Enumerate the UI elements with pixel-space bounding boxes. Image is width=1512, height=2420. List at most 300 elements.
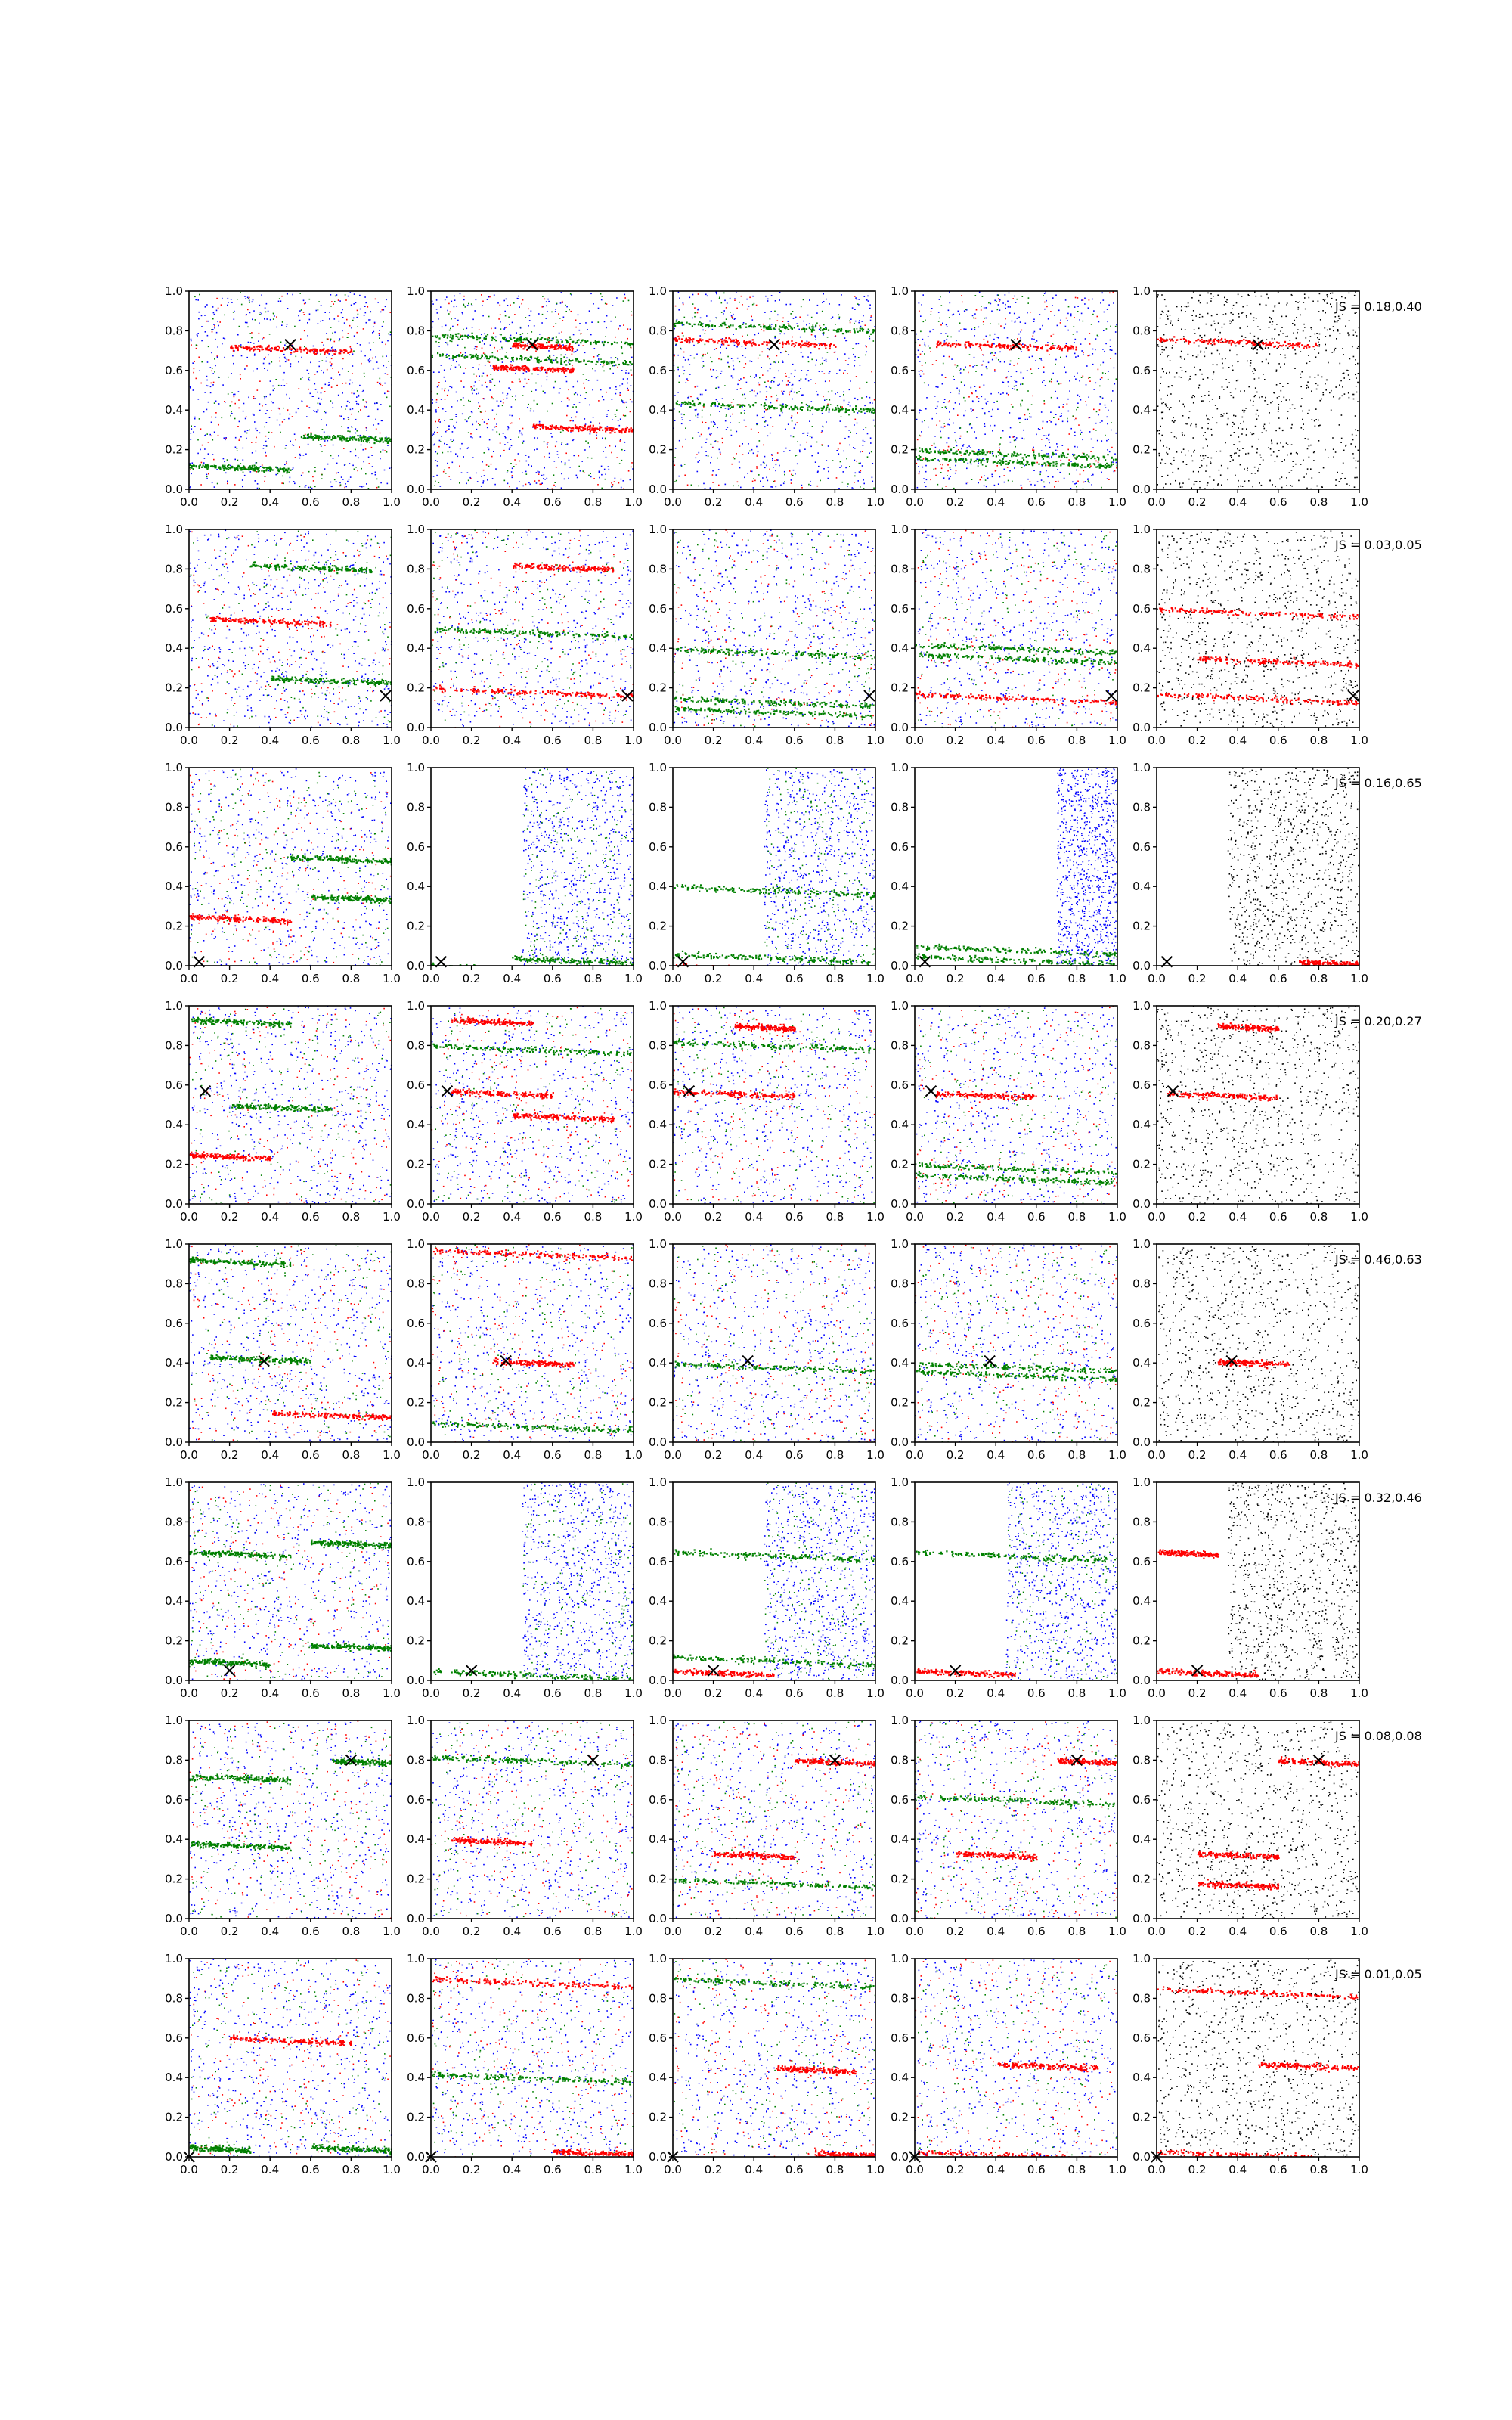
scatter-point bbox=[722, 398, 723, 399]
scatter-point bbox=[601, 488, 603, 489]
scatter-point bbox=[234, 318, 235, 320]
scatter-point bbox=[217, 346, 218, 348]
streak-point bbox=[564, 361, 565, 363]
scatter-point bbox=[234, 396, 235, 398]
scatter-point bbox=[479, 376, 480, 377]
scatter-point bbox=[1077, 311, 1079, 312]
streak-point bbox=[755, 402, 757, 403]
scatter-point bbox=[531, 358, 532, 360]
scatter-point bbox=[478, 368, 479, 370]
scatter-point bbox=[809, 323, 810, 324]
scatter-point bbox=[380, 451, 382, 453]
scatter-point bbox=[859, 463, 860, 464]
scatter-point bbox=[452, 326, 454, 327]
streak-point bbox=[751, 345, 753, 346]
scatter-point bbox=[206, 376, 208, 377]
streak-point bbox=[738, 326, 739, 327]
scatter-point bbox=[752, 296, 754, 297]
scatter-point bbox=[462, 313, 463, 315]
scatter-point bbox=[526, 473, 528, 475]
scatter-point bbox=[716, 474, 717, 476]
streak-point bbox=[840, 330, 841, 332]
streak-point bbox=[265, 467, 266, 468]
scatter-point bbox=[837, 358, 838, 360]
scatter-point bbox=[605, 447, 606, 448]
scatter-point bbox=[932, 364, 934, 365]
scatter-point bbox=[263, 448, 265, 449]
scatter-point bbox=[597, 355, 599, 357]
scatter-point bbox=[794, 376, 795, 377]
scatter-point bbox=[826, 421, 827, 423]
scatter-point bbox=[208, 473, 209, 475]
scatter-point bbox=[810, 352, 812, 354]
streak-point bbox=[593, 425, 594, 427]
streak-point bbox=[838, 408, 839, 409]
streak-point bbox=[523, 369, 525, 371]
scatter-point bbox=[817, 452, 819, 454]
scatter-point bbox=[321, 392, 322, 394]
scatter-point bbox=[438, 385, 439, 386]
scatter-point bbox=[388, 361, 389, 362]
streak-point bbox=[510, 364, 511, 365]
scatter-point bbox=[579, 330, 581, 331]
scatter-point bbox=[597, 380, 599, 381]
scatter-point bbox=[361, 486, 363, 488]
scatter-point bbox=[1077, 372, 1078, 374]
scatter-point bbox=[568, 389, 569, 391]
streak-point bbox=[820, 327, 821, 329]
streak-point bbox=[357, 435, 358, 436]
scatter-point bbox=[789, 450, 791, 451]
scatter-point bbox=[600, 364, 602, 365]
scatter-point bbox=[727, 362, 729, 364]
streak-point bbox=[550, 425, 551, 427]
scatter-point bbox=[624, 450, 626, 451]
scatter-point bbox=[339, 415, 340, 417]
streak-point bbox=[739, 325, 741, 327]
streak-point bbox=[572, 348, 573, 349]
streak-point bbox=[754, 326, 756, 327]
streak-point bbox=[612, 429, 614, 430]
scatter-point bbox=[789, 394, 790, 396]
scatter-point bbox=[1067, 399, 1069, 400]
scatter-point bbox=[772, 486, 773, 488]
scatter-point bbox=[350, 451, 352, 453]
scatter-point bbox=[1008, 371, 1009, 372]
streak-point bbox=[869, 411, 870, 412]
scatter-point bbox=[371, 447, 373, 448]
scatter-point bbox=[221, 304, 222, 306]
scatter-point bbox=[815, 461, 816, 463]
scatter-point bbox=[387, 445, 389, 446]
streak-point bbox=[538, 359, 540, 361]
scatter-point bbox=[352, 353, 354, 355]
streak-point bbox=[206, 468, 208, 470]
streak-point bbox=[679, 321, 680, 322]
scatter-point bbox=[329, 384, 330, 386]
streak-point bbox=[569, 360, 571, 361]
scatter-point bbox=[451, 406, 453, 408]
scatter-point bbox=[761, 367, 762, 368]
scatter-point bbox=[620, 439, 621, 441]
scatter-point bbox=[824, 399, 826, 401]
scatter-point bbox=[497, 431, 498, 433]
scatter-point bbox=[559, 333, 560, 334]
scatter-point bbox=[575, 320, 577, 321]
scatter-point bbox=[802, 356, 804, 358]
scatter-point bbox=[999, 301, 1000, 302]
scatter-point bbox=[710, 462, 711, 464]
streak-point bbox=[621, 346, 622, 347]
scatter-point bbox=[579, 323, 581, 324]
scatter-point bbox=[816, 391, 817, 392]
scatter-point bbox=[793, 436, 795, 438]
scatter-point bbox=[510, 447, 511, 448]
scatter-point bbox=[1021, 400, 1023, 402]
streak-point bbox=[447, 334, 448, 336]
scatter-point bbox=[581, 333, 582, 334]
streak-point bbox=[614, 361, 615, 362]
streak-point bbox=[329, 436, 330, 438]
scatter-point bbox=[327, 338, 328, 340]
streak-point bbox=[577, 340, 578, 341]
scatter-point bbox=[783, 483, 785, 485]
scatter-point bbox=[253, 414, 255, 416]
streak-point bbox=[565, 370, 567, 371]
scatter-point bbox=[360, 309, 361, 310]
streak-point bbox=[826, 410, 827, 411]
scatter-point bbox=[854, 448, 856, 449]
scatter-point bbox=[1029, 413, 1030, 414]
scatter-point bbox=[863, 315, 864, 317]
scatter-point bbox=[850, 318, 852, 320]
scatter-point bbox=[458, 365, 460, 366]
scatter-point bbox=[510, 463, 512, 464]
streak-point bbox=[585, 364, 587, 365]
streak-point bbox=[228, 464, 230, 466]
scatter-point bbox=[1081, 313, 1083, 315]
axes-frame bbox=[673, 291, 875, 489]
scatter-point bbox=[561, 292, 562, 293]
scatter-point bbox=[206, 385, 207, 386]
scatter-point bbox=[544, 442, 545, 443]
scatter-point bbox=[863, 440, 864, 442]
streak-point bbox=[351, 351, 352, 352]
y-tick-label: 0.0 bbox=[649, 482, 667, 496]
scatter-point bbox=[780, 485, 782, 486]
streak-point bbox=[829, 408, 830, 410]
streak-point bbox=[681, 338, 683, 340]
streak-point bbox=[510, 338, 511, 340]
scatter-point bbox=[194, 361, 195, 362]
streak-point bbox=[349, 438, 350, 439]
streak-point bbox=[314, 434, 316, 436]
scatter-point bbox=[566, 306, 568, 308]
scatter-point bbox=[522, 299, 524, 301]
streak-point bbox=[466, 356, 468, 358]
streak-point bbox=[351, 438, 352, 439]
scatter-point bbox=[320, 444, 321, 445]
scatter-point bbox=[514, 459, 516, 461]
scatter-point bbox=[920, 331, 922, 333]
scatter-point bbox=[214, 432, 215, 433]
scatter-point bbox=[1042, 325, 1043, 327]
scatter-point bbox=[372, 466, 373, 467]
streak-point bbox=[386, 439, 388, 440]
scatter-point bbox=[630, 411, 631, 413]
scatter-point bbox=[435, 451, 437, 453]
scatter-point bbox=[777, 459, 779, 461]
x-tick-label: 1.0 bbox=[624, 495, 643, 509]
scatter-point bbox=[796, 323, 798, 324]
scatter-point bbox=[348, 371, 349, 372]
scatter-point bbox=[548, 350, 550, 352]
scatter-point bbox=[580, 395, 581, 396]
streak-point bbox=[776, 408, 778, 409]
scatter-point bbox=[707, 352, 708, 354]
scatter-point bbox=[788, 323, 789, 324]
scatter-point bbox=[678, 309, 680, 311]
scatter-point bbox=[275, 474, 277, 476]
scatter-point bbox=[789, 326, 791, 327]
streak-point bbox=[693, 403, 695, 405]
scatter-point bbox=[268, 432, 270, 433]
scatter-point bbox=[456, 392, 457, 393]
scatter-point bbox=[467, 472, 469, 473]
streak-point bbox=[570, 430, 572, 432]
scatter-point bbox=[1089, 299, 1090, 301]
scatter-point bbox=[773, 381, 775, 383]
scatter-point bbox=[249, 302, 250, 303]
scatter-point bbox=[568, 478, 569, 479]
scatter-point bbox=[449, 447, 451, 448]
scatter-point bbox=[234, 484, 236, 486]
streak-point bbox=[546, 372, 547, 374]
streak-point bbox=[259, 470, 260, 471]
scatter-point bbox=[853, 488, 854, 489]
scatter-point bbox=[280, 424, 281, 426]
scatter-point bbox=[513, 466, 515, 467]
streak-point bbox=[744, 343, 745, 344]
scatter-point bbox=[1035, 342, 1036, 343]
scatter-point bbox=[697, 398, 699, 399]
scatter-point bbox=[556, 467, 557, 468]
scatter-point bbox=[759, 377, 761, 379]
scatter-point bbox=[483, 480, 485, 482]
scatter-point bbox=[867, 456, 869, 458]
streak-point bbox=[753, 326, 754, 327]
streak-point bbox=[675, 323, 677, 324]
scatter-point bbox=[990, 353, 992, 355]
scatter-point bbox=[355, 433, 357, 434]
scatter-point bbox=[782, 361, 783, 362]
scatter-point bbox=[286, 462, 287, 464]
scatter-point bbox=[770, 387, 772, 389]
scatter-point bbox=[387, 483, 389, 485]
streak-point bbox=[331, 439, 333, 440]
scatter-point bbox=[714, 349, 716, 350]
scatter-point bbox=[260, 466, 262, 467]
streak-point bbox=[234, 345, 236, 346]
scatter-point bbox=[1115, 326, 1117, 327]
scatter-point bbox=[823, 324, 825, 326]
streak-point bbox=[573, 368, 575, 370]
scatter-point bbox=[508, 427, 510, 429]
scatter-point bbox=[326, 424, 327, 426]
streak-point bbox=[345, 440, 347, 442]
scatter-point bbox=[788, 354, 789, 355]
scatter-point bbox=[330, 340, 331, 342]
scatter-point bbox=[233, 363, 234, 365]
streak-point bbox=[863, 329, 864, 330]
streak-point bbox=[232, 347, 234, 349]
scatter-point bbox=[547, 446, 548, 448]
streak-point bbox=[277, 470, 278, 471]
scatter-point bbox=[474, 310, 476, 312]
scatter-point bbox=[621, 401, 623, 402]
streak-point bbox=[450, 334, 451, 335]
scatter-point bbox=[1066, 318, 1067, 319]
scatter-point bbox=[283, 408, 284, 409]
x-tick-label: 0.6 bbox=[785, 495, 804, 509]
scatter-point bbox=[257, 389, 259, 391]
scatter-point bbox=[756, 446, 758, 448]
streak-point bbox=[223, 467, 225, 469]
scatter-point bbox=[363, 461, 364, 463]
scatter-point bbox=[299, 293, 301, 294]
scatter-point bbox=[1080, 343, 1082, 345]
streak-point bbox=[303, 438, 305, 439]
scatter-point bbox=[1051, 335, 1052, 337]
scatter-point bbox=[268, 470, 270, 472]
scatter-point bbox=[449, 340, 451, 342]
scatter-point bbox=[585, 441, 587, 442]
scatter-point bbox=[469, 416, 471, 417]
scatter-point bbox=[555, 486, 556, 487]
streak-point bbox=[624, 363, 626, 365]
scatter-point bbox=[500, 314, 501, 315]
scatter-point bbox=[513, 382, 514, 383]
scatter-point bbox=[500, 455, 501, 457]
scatter-point bbox=[385, 373, 386, 374]
scatter-point bbox=[262, 405, 263, 407]
streak-point bbox=[541, 369, 542, 371]
scatter-point bbox=[939, 449, 940, 451]
scatter-point bbox=[330, 482, 332, 483]
streak-point bbox=[807, 409, 808, 411]
scatter-point bbox=[343, 418, 345, 420]
streak-point bbox=[263, 470, 265, 472]
scatter-point bbox=[721, 371, 723, 372]
streak-point bbox=[779, 328, 780, 330]
scatter-point bbox=[822, 430, 823, 432]
scatter-point bbox=[508, 317, 510, 318]
scatter-point bbox=[507, 393, 509, 395]
streak-point bbox=[276, 349, 277, 351]
scatter-point bbox=[478, 393, 479, 395]
streak-point bbox=[742, 405, 743, 406]
streak-point bbox=[237, 470, 239, 471]
streak-point bbox=[367, 437, 369, 439]
streak-point bbox=[525, 344, 526, 346]
streak-point bbox=[773, 327, 775, 329]
streak-point bbox=[519, 358, 520, 359]
scatter-point bbox=[191, 339, 192, 340]
streak-point bbox=[345, 350, 347, 352]
scatter-point bbox=[710, 414, 711, 416]
scatter-point bbox=[612, 419, 613, 420]
streak-point bbox=[631, 427, 632, 429]
scatter-point bbox=[298, 408, 299, 410]
scatter-point bbox=[463, 305, 465, 306]
scatter-point bbox=[231, 411, 232, 413]
streak-point bbox=[442, 353, 443, 355]
scatter-point bbox=[839, 304, 841, 306]
scatter-point bbox=[546, 301, 547, 302]
scatter-point bbox=[371, 455, 373, 456]
scatter-point bbox=[370, 361, 372, 362]
scatter-point bbox=[384, 383, 386, 384]
scatter-point bbox=[610, 358, 612, 359]
streak-point bbox=[563, 368, 565, 370]
streak-point bbox=[537, 343, 538, 344]
scatter-point bbox=[919, 302, 920, 304]
scatter-point bbox=[998, 304, 999, 306]
scatter-point bbox=[433, 371, 435, 373]
scatter-point bbox=[943, 355, 945, 357]
streak-point bbox=[556, 345, 558, 346]
scatter-point bbox=[531, 465, 532, 467]
scatter-point bbox=[538, 473, 540, 475]
scatter-point bbox=[298, 315, 299, 317]
scatter-point bbox=[683, 335, 684, 337]
scatter-point bbox=[716, 348, 717, 349]
scatter-point bbox=[916, 419, 918, 420]
streak-point bbox=[847, 409, 849, 411]
scatter-point bbox=[225, 473, 227, 474]
streak-point bbox=[494, 357, 496, 358]
scatter-point bbox=[330, 339, 332, 340]
scatter-point bbox=[681, 417, 683, 418]
x-tick-label: 0.8 bbox=[826, 495, 844, 509]
scatter-point bbox=[937, 402, 939, 403]
scatter-point bbox=[287, 293, 288, 295]
streak-point bbox=[575, 360, 577, 361]
scatter-point bbox=[680, 405, 682, 407]
scatter-point bbox=[702, 410, 703, 411]
scatter-point bbox=[527, 343, 528, 344]
scatter-point bbox=[782, 346, 784, 348]
scatter-point bbox=[1018, 358, 1020, 359]
scatter-point bbox=[506, 299, 507, 300]
scatter-point bbox=[361, 351, 362, 352]
scatter-point bbox=[802, 433, 804, 434]
scatter-point bbox=[255, 319, 256, 321]
scatter-point bbox=[706, 315, 708, 317]
scatter-point bbox=[475, 381, 476, 383]
scatter-point bbox=[210, 392, 212, 394]
scatter-point bbox=[678, 476, 680, 477]
streak-point bbox=[615, 428, 617, 430]
streak-point bbox=[699, 341, 700, 343]
scatter-point bbox=[384, 470, 386, 471]
scatter-point bbox=[538, 374, 539, 375]
scatter-point bbox=[475, 346, 476, 348]
scatter-point bbox=[206, 304, 208, 306]
scatter-point bbox=[389, 312, 391, 313]
scatter-point bbox=[439, 440, 441, 442]
scatter-point bbox=[783, 451, 785, 452]
